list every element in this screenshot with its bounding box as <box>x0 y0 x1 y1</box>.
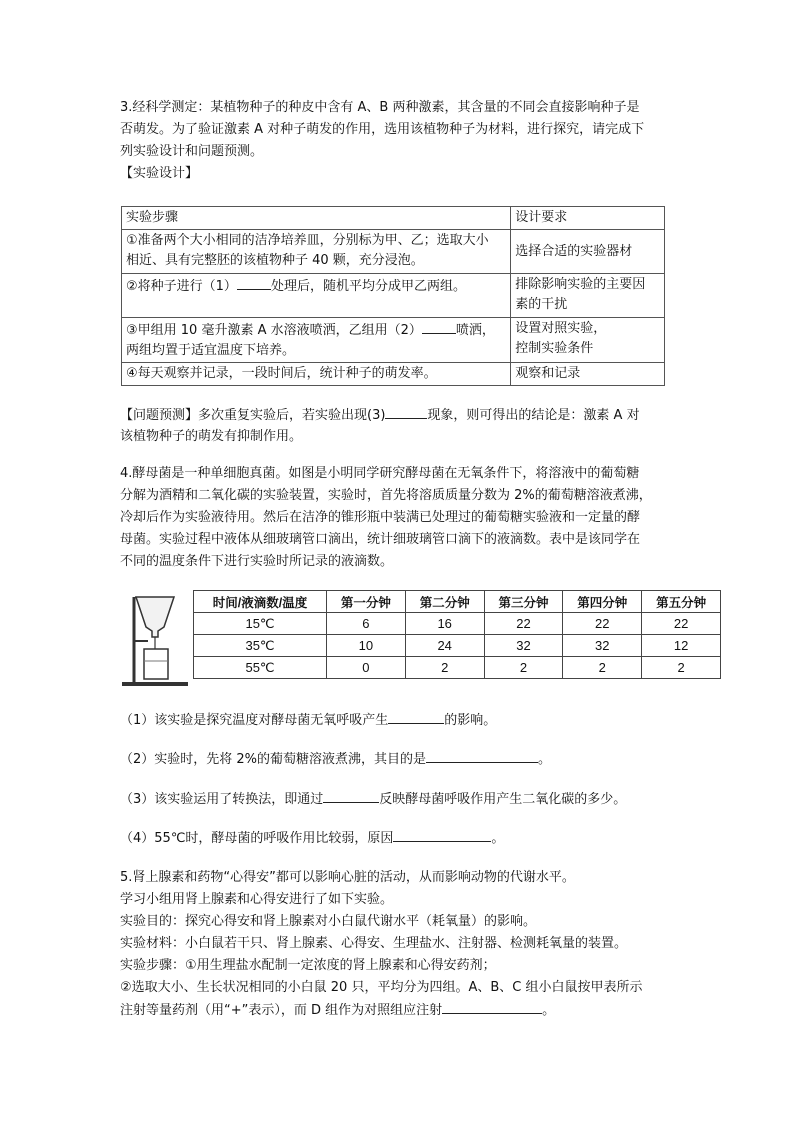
table-header: 第一分钟 <box>327 591 406 613</box>
table-cell: 2 <box>405 657 484 679</box>
answer-blank-q4-1[interactable] <box>388 709 444 724</box>
prediction-line: 该植物种子的萌发有抑制作用。 <box>120 429 303 444</box>
table-cell-step: ④每天观察并记录，一段时间后，统计种子的萌发率。 <box>122 363 511 386</box>
yeast-apparatus-diagram <box>118 591 192 691</box>
table-cell: 15℃ <box>194 613 327 635</box>
table-header: 第三分钟 <box>484 591 563 613</box>
table-header: 第二分钟 <box>405 591 484 613</box>
q4-sub1: （1）该实验是探究温度对酵母菌无氧呼吸产生 的影响。 <box>120 709 680 732</box>
table-header: 第四分钟 <box>563 591 642 613</box>
table-cell-requirement: 设置对照实验， 控制实验条件 <box>511 318 665 363</box>
answer-blank-q5[interactable] <box>442 999 542 1014</box>
table-cell: 22 <box>484 613 563 635</box>
table-header: 实验步骤 <box>122 207 511 230</box>
table-header: 第五分钟 <box>642 591 721 613</box>
q4-intro <box>120 463 675 573</box>
table-cell-step: ③甲组用 10 毫升激素 A 水溶液喷洒，乙组用（2） 喷洒， 两组均置于适宜温度下培养。 <box>122 318 511 363</box>
table-cell-requirement: 选择合适的实验器材 <box>511 230 665 274</box>
q4-sub3: （3）该实验运用了转换法，即通过 反映酵母菌呼吸作用产生二氧化碳的多少。 <box>120 788 680 811</box>
q4-line: 分解为酒精和二氧化碳的实验装置，实验时，首先将溶质质量分数为 2%的葡萄糖溶液煮沸， <box>120 488 652 503</box>
table-cell: 12 <box>642 635 721 657</box>
table-row <box>194 613 721 635</box>
q4-line: 冷却后作为实验液待用。然后在洁净的锥形瓶中装满已处理过的葡萄糖实验液和一定量的酵 <box>120 510 641 525</box>
q3-line: 3.经科学测定：某植物种子的种皮中含有 A、B 两种激素，其含量的不同会直接影响种子是 <box>120 100 640 115</box>
table-cell: 35℃ <box>194 635 327 657</box>
q5-line: 实验目的：探究心得安和肾上腺素对小白鼠代谢水平（耗氧量）的影响。 <box>120 914 537 929</box>
answer-blank-q4-3[interactable] <box>323 788 379 803</box>
q3-line: 否萌发。为了验证激素 A 对种子萌发的作用，选用该植物种子为材料，进行探究，请完成下 <box>120 122 645 137</box>
table-cell: 10 <box>327 635 406 657</box>
table-cell: 22 <box>642 613 721 635</box>
table-header: 时间/液滴数/温度 <box>194 591 327 613</box>
table-cell: 6 <box>327 613 406 635</box>
table-cell: 22 <box>563 613 642 635</box>
q5-line: 5.肾上腺素和药物“心得安”都可以影响心脏的活动，从而影响动物的代谢水平。 <box>120 870 575 885</box>
q5-line: 实验材料：小白鼠若干只、肾上腺素、心得安、生理盐水、注射器、检测耗氧量的装置。 <box>120 936 628 951</box>
q5-line: 实验步骤：①用生理盐水配制一定浓度的肾上腺素和心得安药剂； <box>120 958 496 973</box>
experiment-design-table <box>121 206 665 386</box>
q4-sub4: （4）55℃时，酵母菌的呼吸作用比较弱，原因 。 <box>120 827 680 850</box>
table-cell-step: ①准备两个大小相同的洁净培养皿，分别标为甲、乙；选取大小 相近、具有完整胚的该植物种子 40 颗，充分浸泡。 <box>122 230 511 274</box>
q5-line: 学习小组用肾上腺素和心得安进行了如下实验。 <box>120 892 394 907</box>
table-header: 设计要求 <box>511 207 665 230</box>
q3-prediction <box>120 404 675 448</box>
table-cell: 2 <box>484 657 563 679</box>
q4-line: 不同的温度条件下进行实验时所记录的液滴数。 <box>120 554 394 569</box>
design-heading: 【实验设计】 <box>120 166 199 181</box>
q4-line: 母菌。实验过程中液体从细玻璃管口滴出，统计细玻璃管口滴下的液滴数。表中是该同学在 <box>120 532 641 547</box>
answer-blank-1[interactable] <box>237 275 271 290</box>
table-row <box>194 657 721 679</box>
table-cell: 0 <box>327 657 406 679</box>
q4-line: 4.酵母菌是一种单细胞真菌。如图是小明同学研究酵母菌在无氧条件下，将溶液中的葡萄糖 <box>120 466 640 481</box>
q3-intro <box>120 97 675 185</box>
table-cell: 16 <box>405 613 484 635</box>
q4-sub2: （2）实验时，先将 2%的葡萄糖溶液煮沸，其目的是 。 <box>120 748 680 771</box>
q5-line: 注射等量药剂（用“+”表示），而 D 组作为对照组应注射 。 <box>120 999 675 1021</box>
q5-line: ②选取大小、生长状况相同的小白鼠 20 只，平均分为四组。A、B、C 组小白鼠按甲表所示 <box>120 980 643 995</box>
answer-blank-q4-2[interactable] <box>426 748 538 763</box>
table-cell-step: ②将种子进行（1） 处理后，随机平均分成甲乙两组。 <box>122 274 511 318</box>
prediction-line: 【问题预测】多次重复实验后，若实验出现(3) 现象，则可得出的结论是：激素 A 对 <box>120 404 675 426</box>
table-row <box>194 635 721 657</box>
table-cell: 32 <box>563 635 642 657</box>
table-cell: 2 <box>642 657 721 679</box>
answer-blank-q4-4[interactable] <box>393 827 491 842</box>
table-cell: 55℃ <box>194 657 327 679</box>
table-cell: 32 <box>484 635 563 657</box>
table-cell: 24 <box>405 635 484 657</box>
table-cell-requirement: 观察和记录 <box>511 363 665 386</box>
table-cell-requirement: 排除影响实验的主要因 素的干扰 <box>511 274 665 318</box>
drop-count-table <box>193 590 721 679</box>
q5-body <box>120 867 675 1021</box>
table-cell: 2 <box>563 657 642 679</box>
answer-blank-2[interactable] <box>422 319 456 334</box>
answer-blank-3[interactable] <box>385 404 427 419</box>
q3-line: 列实验设计和问题预测。 <box>120 144 264 159</box>
